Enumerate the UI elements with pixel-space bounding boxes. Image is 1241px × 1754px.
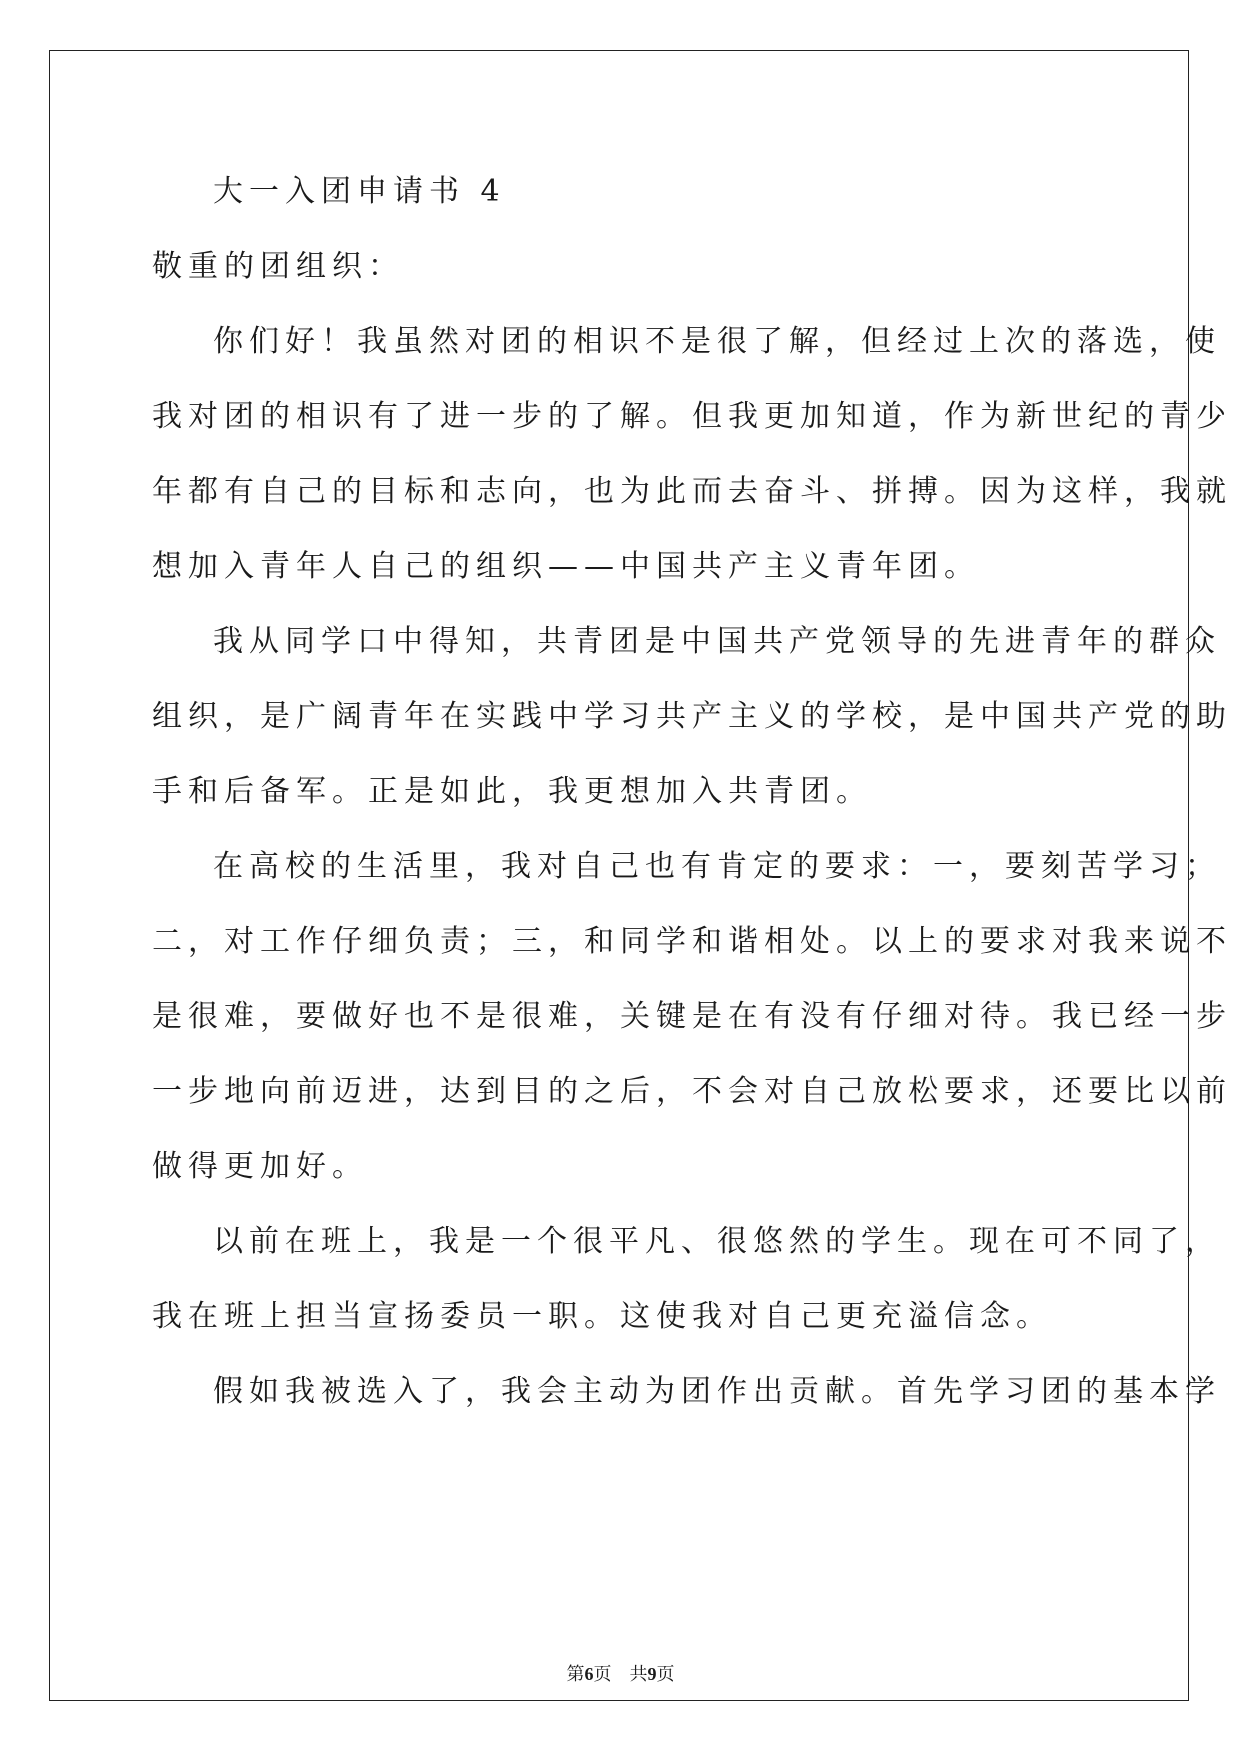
body-line: 是很难，要做好也不是很难，关键是在有没有仔细对待。我已经一步: [152, 999, 1232, 1034]
body-line: 你们好！我虽然对团的相识不是很了解，但经过上次的落选，使: [213, 324, 1221, 359]
salutation: 敬重的团组织：: [152, 249, 404, 284]
body-line: 组织，是广阔青年在实践中学习共产主义的学校，是中国共产党的助: [152, 699, 1232, 734]
body-line: 我从同学口中得知，共青团是中国共产党领导的先进青年的群众: [213, 624, 1221, 659]
body-line: 以前在班上，我是一个很平凡、很悠然的学生。现在可不同了，: [213, 1224, 1221, 1259]
page-suffix: 页: [656, 1664, 675, 1684]
page-footer: [0, 1662, 1241, 1686]
body-line: 一步地向前迈进，达到目的之后，不会对自己放松要求，还要比以前: [152, 1074, 1232, 1109]
body-line: 手和后备军。正是如此，我更想加入共青团。: [152, 774, 872, 809]
page-mid: 页 共: [593, 1664, 648, 1684]
body-line: 我在班上担当宣扬委员一职。这使我对自己更充溢信念。: [152, 1299, 1052, 1334]
body-line: 年都有自己的目标和志向，也为此而去奋斗、拼搏。因为这样，我就: [152, 474, 1232, 509]
page-prefix: 第: [566, 1664, 585, 1684]
current-page-number: 6: [584, 1664, 594, 1684]
document-title: 大一入团申请书 4: [213, 174, 506, 209]
body-line: 假如我被选入了，我会主动为团作出贡献。首先学习团的基本学: [213, 1374, 1221, 1409]
total-pages-number: 9: [647, 1664, 657, 1684]
body-line: 想加入青年人自己的组织——中国共产主义青年团。: [152, 549, 980, 584]
body-line: 二，对工作仔细负责；三，和同学和谐相处。以上的要求对我来说不: [152, 924, 1232, 959]
body-line: 做得更加好。: [152, 1149, 368, 1184]
body-line: 我对团的相识有了进一步的了解。但我更加知道，作为新世纪的青少: [152, 399, 1232, 434]
body-line: 在高校的生活里，我对自己也有肯定的要求：一，要刻苦学习；: [213, 849, 1221, 884]
